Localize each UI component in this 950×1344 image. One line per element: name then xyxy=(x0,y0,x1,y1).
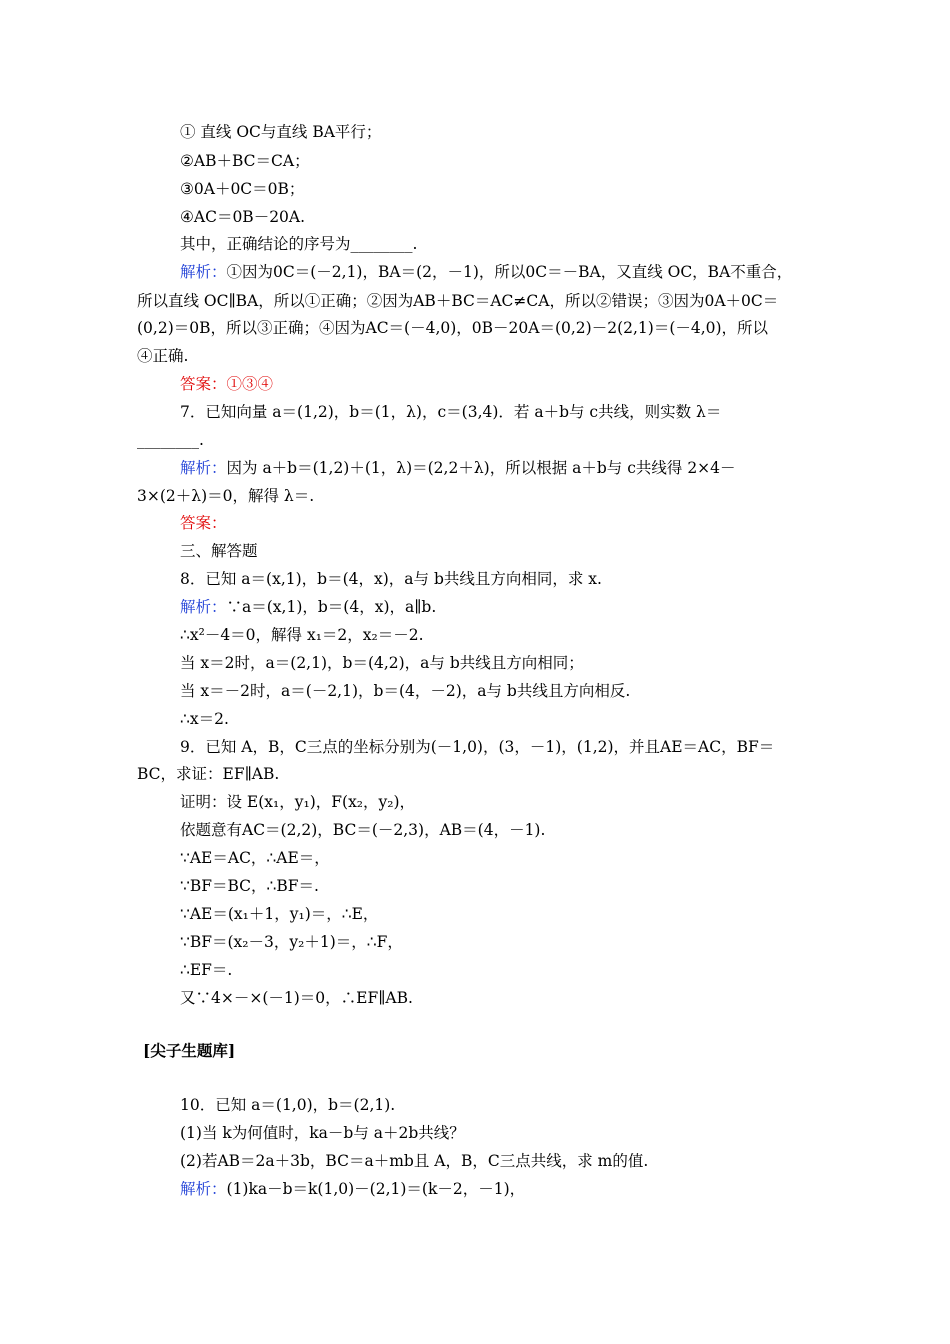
text-line: (2)若AB＝2a＋3b，BC＝a＋mb且 A，B，C三点共线，求 m的值. xyxy=(180,1152,649,1170)
text-line: (0,2)＝0B，所以③正确；④因为AC＝(－4,0)，0B－20A＝(0,2)－2(2,1)＝(－4,0)，所以 xyxy=(137,319,769,337)
text-line: ②AB＋BC＝CA； xyxy=(180,152,310,170)
text-line xyxy=(180,513,227,533)
text-line: ① 直线 OC与直线 BA平行； xyxy=(180,123,382,141)
text-line: 又∵4×－×(－1)＝0，∴EF∥AB. xyxy=(180,989,413,1007)
text-line: 证明：设 E(x₁，y₁)，F(x₂，y₂)， xyxy=(180,793,416,811)
text-line: 解析：因为 a＋b＝(1,2)＋(1，λ)＝(2,2＋λ)，所以根据 a＋b与 c共线得 2×4－ xyxy=(180,459,736,477)
section-heading: 三、解答题 xyxy=(180,542,258,560)
text-line: 当 x＝2时，a＝(2,1)，b＝(4,2)，a与 b共线且方向相同； xyxy=(180,654,584,672)
analysis-label: 解析： xyxy=(180,459,227,477)
text-line: 解析：∵a＝(x,1)，b＝(4，x)，a∥b. xyxy=(180,598,437,616)
answer-label: 答案：①③④ xyxy=(180,375,274,393)
text-line: 9．已知 A，B，C三点的坐标分别为(－1,0)，(3，－1)，(1,2)，并且AE＝AC，BF＝ xyxy=(180,738,775,756)
text-line: BC，求证：EF∥AB. xyxy=(137,765,280,783)
text-line: 依题意有AC＝(2,2)，BC＝(－2,3)，AB＝(4，－1). xyxy=(180,821,546,839)
analysis-label: 解析： xyxy=(180,1180,227,1198)
text-line: ∴x＝2. xyxy=(180,710,229,728)
text-line: 当 x＝－2时，a＝(－2,1)，b＝(4，－2)，a与 b共线且方向相反. xyxy=(180,682,631,700)
text-line: ∵BF＝BC，∴BF＝. xyxy=(180,877,319,895)
text-line: ④AC＝0B－20A. xyxy=(180,208,306,226)
text-line: 解析：(1)ka－b＝k(1,0)－(2,1)＝(k－2，－1)， xyxy=(180,1180,526,1198)
text-line: ∵AE＝AC，∴AE＝， xyxy=(180,849,330,867)
text-line: 10．已知 a＝(1,0)，b＝(2,1). xyxy=(180,1096,396,1114)
text-line: 7．已知向量 a＝(1,2)，b＝(1，λ)，c＝(3,4)．若 a＋b与 c共线，则实数 λ＝ xyxy=(180,403,722,421)
text-line xyxy=(180,374,273,394)
text-line: ∴x²－4＝0，解得 x₁＝2，x₂＝－2. xyxy=(180,626,424,644)
section-heading: [尖子生题库] xyxy=(143,1041,236,1060)
analysis-label: 解析： xyxy=(180,598,227,616)
text-line: ④正确. xyxy=(137,347,189,365)
text-line: 解析：①因为0C＝(－2,1)，BA＝(2，－1)，所以0C＝－BA，又直线 OC，BA不重合， xyxy=(180,263,793,281)
text-line: 所以直线 OC∥BA，所以①正确；②因为AB＋BC＝AC≠CA，所以②错误；③因为0A＋0C＝ xyxy=(137,292,779,310)
text-line: 其中，正确结论的序号为________. xyxy=(180,235,418,253)
text-line: 3×(2＋λ)＝0，解得 λ＝. xyxy=(137,487,315,505)
text-line: ∵AE＝(x₁＋1，y₁)＝，∴E， xyxy=(180,905,379,923)
answer-label: 答案： xyxy=(180,514,227,532)
text-line: ∴EF＝. xyxy=(180,961,233,979)
analysis-label: 解析： xyxy=(180,263,227,281)
text-line: ∵BF＝(x₂－3，y₂＋1)＝，∴F， xyxy=(180,933,403,951)
text-line: (1)当 k为何值时，ka－b与 a＋2b共线？ xyxy=(180,1124,465,1142)
text-line: 8．已知 a＝(x,1)，b＝(4，x)，a与 b共线且方向相同，求 x. xyxy=(180,570,602,588)
text-line: ③0A＋0C＝0B； xyxy=(180,180,305,198)
text-line: ________. xyxy=(137,431,204,449)
